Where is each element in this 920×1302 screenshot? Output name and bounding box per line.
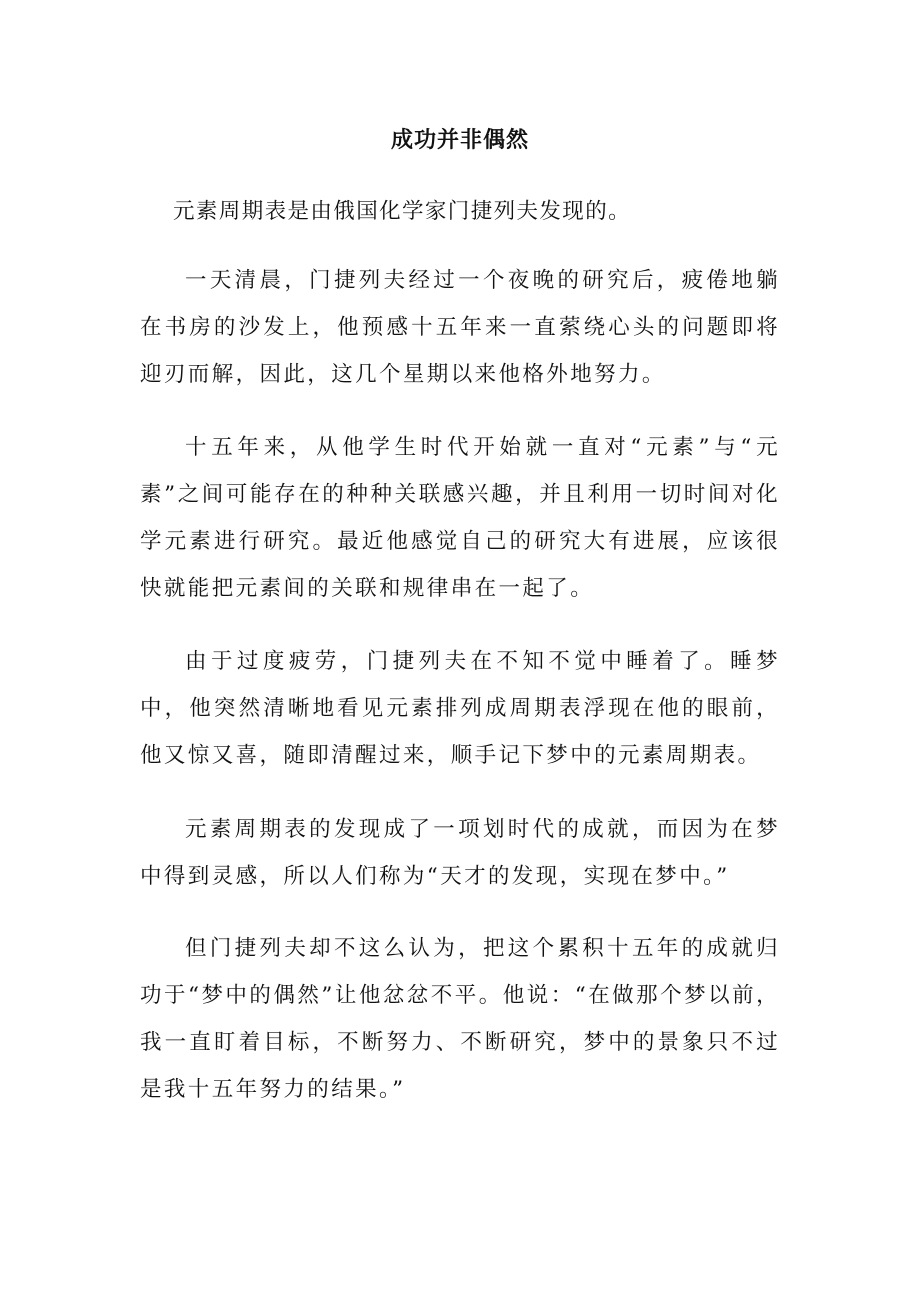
document-title: 成功并非偶然 <box>390 128 529 153</box>
paragraph-4: 由于过度疲劳，门捷列夫在不知不觉中睡着了。睡梦中，他突然清晰地看见元素排列成周期表浮现在他的眼前，他又惊又喜，随即清醒过来，顺手记下梦中的元素周期表。 <box>140 649 780 768</box>
paragraph-6: 但门捷列夫却不这么认为，把这个累积十五年的成就归功于“梦中的偶然”让他忿忿不平。他说：“在做那个梦以前，我一直盯着目标，不断努力、不断研究，梦中的景象只不过是我十五年努力的结果。” <box>140 936 780 1102</box>
paragraph-3: 十五年来，从他学生时代开始就一直对“元素”与“元素”之间可能存在的种种关联感兴趣，并且利用一切时间对化学元素进行研究。最近他感觉自己的研究大有进展，应该很快就能把元素间的关联和规律串在一起了。 <box>140 435 780 601</box>
paragraph-2: 一天清晨，门捷列夫经过一个夜晚的研究后，疲倦地躺在书房的沙发上，他预感十五年来一直萦绕心头的问题即将迎刃而解，因此，这几个星期以来他格外地努力。 <box>140 268 780 387</box>
paragraph-1: 元素周期表是由俄国化学家门捷列夫发现的。 <box>173 199 632 224</box>
paragraph-5: 元素周期表的发现成了一项划时代的成就，而因为在梦中得到灵感，所以人们称为“天才的发现，实现在梦中。” <box>140 817 780 889</box>
